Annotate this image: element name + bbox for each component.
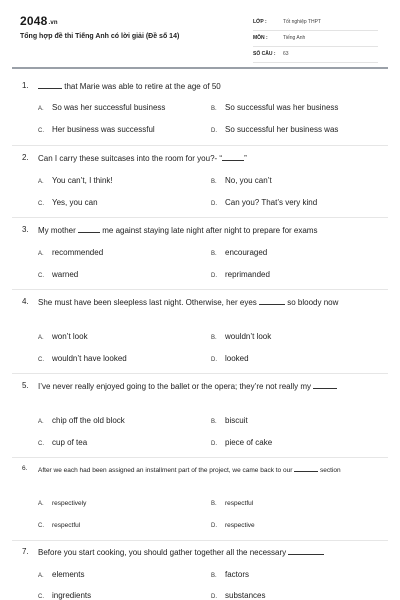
option-b[interactable]: B. No, you can’t [211, 176, 272, 185]
option-d[interactable]: D. piece of cake [211, 438, 273, 447]
question-number: 7. [22, 547, 29, 556]
question-3 [22, 225, 372, 236]
answer-blank [222, 153, 244, 161]
answer-blank [294, 465, 318, 472]
question-text: Can I carry these suitcases into the room for you?- “ ” [38, 154, 247, 163]
option-d[interactable]: D. So successful her business was [211, 125, 339, 134]
option-a[interactable]: A. respectively [38, 500, 87, 507]
option-d[interactable]: D. substances [211, 591, 266, 600]
option-d[interactable]: D. respective [211, 522, 255, 529]
answer-blank [313, 381, 337, 389]
brand-logo[interactable]: 2048.vn [20, 14, 58, 28]
option-b[interactable]: B. biscuit [211, 416, 248, 425]
option-b[interactable]: B. respectful [211, 500, 254, 507]
question-4 [22, 297, 372, 308]
question-number: 1. [22, 81, 29, 90]
option-a[interactable]: A. So was her successful business [38, 103, 166, 112]
option-c[interactable]: C. cup of tea [38, 438, 88, 447]
question-number: 5. [22, 381, 29, 390]
answer-blank [288, 547, 324, 555]
meta-value: Tiếng Anh [283, 35, 306, 41]
question-2 [22, 153, 372, 164]
option-a[interactable]: A. You can’t, I think! [38, 176, 113, 185]
header-divider [12, 67, 388, 69]
question-divider [12, 217, 388, 218]
option-c[interactable]: C. warned [38, 270, 79, 279]
question-divider [12, 373, 388, 374]
option-c[interactable]: C. wouldn’t have looked [38, 354, 127, 363]
question-text: After we each had been assigned an installment part of the project, we came back to our section [38, 467, 341, 474]
meta-key: LỚP : [253, 19, 267, 25]
option-c[interactable]: C. ingredients [38, 591, 92, 600]
question-7 [22, 547, 372, 558]
option-c[interactable]: C. Her business was successful [38, 125, 155, 134]
meta-key: MÔN : [253, 35, 268, 41]
option-b[interactable]: B. So successful was her business [211, 103, 339, 112]
meta-value: Tốt nghiệp THPT [283, 19, 321, 25]
question-number: 6. [22, 465, 28, 472]
option-b[interactable]: B. encouraged [211, 248, 268, 257]
meta-table [253, 15, 378, 63]
question-6 [22, 465, 372, 476]
question-5 [22, 381, 372, 392]
question-1 [22, 81, 372, 92]
question-divider [12, 540, 388, 541]
question-text: that Marie was able to retire at the age of 50 [38, 81, 372, 92]
question-number: 3. [22, 225, 29, 234]
option-c[interactable]: C. Yes, you can [38, 198, 98, 207]
option-c[interactable]: C. respectful [38, 522, 81, 529]
option-a[interactable]: A. won’t look [38, 332, 88, 341]
question-number: 2. [22, 153, 29, 162]
question-divider [12, 145, 388, 146]
meta-row-class [253, 15, 378, 31]
option-d[interactable]: D. looked [211, 354, 249, 363]
question-divider [12, 289, 388, 290]
option-b[interactable]: B. wouldn’t look [211, 332, 272, 341]
answer-blank [78, 225, 100, 233]
question-text: Before you start cooking, you should gather together all the necessary [38, 547, 372, 558]
option-d[interactable]: D. reprimanded [211, 270, 270, 279]
question-text: She must have been sleepless last night. Otherwise, her eyes so bloody now [38, 298, 339, 307]
meta-value: 63 [283, 51, 289, 57]
option-b[interactable]: B. factors [211, 570, 250, 579]
option-d[interactable]: D. Can you? That’s very kind [211, 198, 318, 207]
meta-row-count [253, 47, 378, 63]
question-number: 4. [22, 297, 29, 306]
question-divider [12, 457, 388, 458]
meta-key: SỐ CÂU : [253, 51, 276, 57]
question-text: My mother me against staying late night after night to prepare for exams [38, 226, 318, 235]
question-text: I’ve never really enjoyed going to the ballet or the opera; they’re not really my [38, 381, 372, 392]
option-a[interactable]: A. chip off the old block [38, 416, 125, 425]
document-title: Tổng hợp đề thi Tiếng Anh có lời giải (Đề số 14) [20, 33, 180, 40]
answer-blank [259, 297, 285, 305]
answer-blank [38, 81, 62, 89]
option-a[interactable]: A. recommended [38, 248, 104, 257]
meta-row-subject [253, 31, 378, 47]
option-a[interactable]: A. elements [38, 570, 85, 579]
